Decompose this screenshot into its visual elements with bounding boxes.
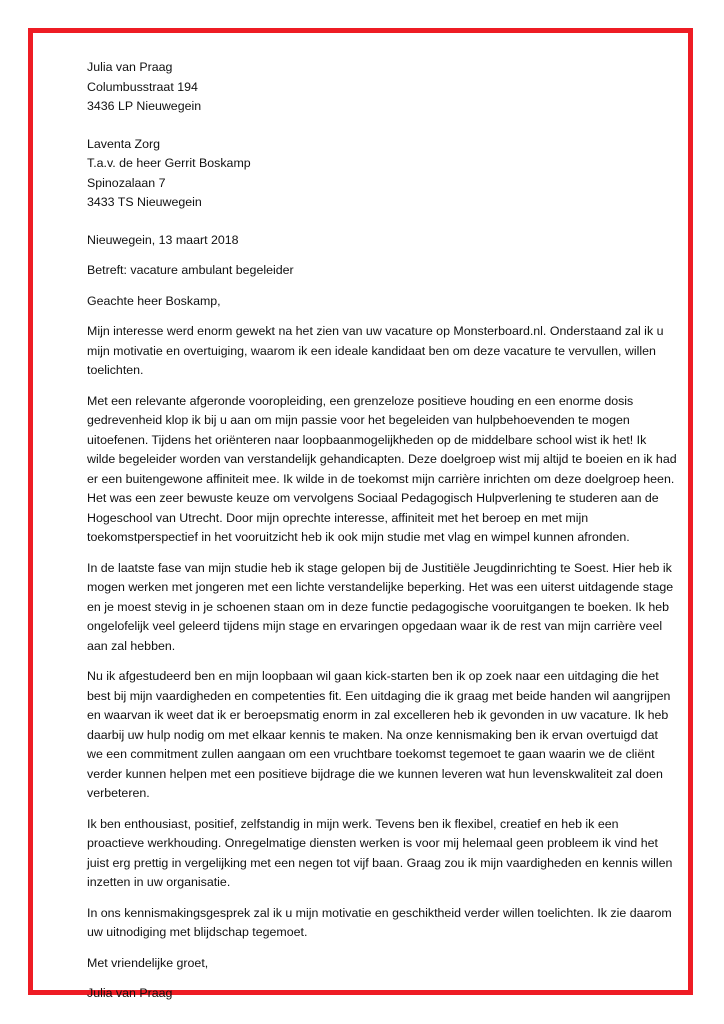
letter-salutation: Geachte heer Boskamp, [87,293,221,308]
letter [87,58,677,1015]
letter-subject: Betreft: vacature ambulant begeleider [87,263,294,277]
recipient-company: Laventa Zorg [87,136,161,151]
body-paragraph: In de laatste fase van mijn studie heb ik stage gelopen bij de Justitiële Jeugdinrichting te Soest. Hier heb ik mogen werken met jongeren met een lichte verstandelijke beperking. Het was een uiterst uitdagende stage en je moest stevig in je schoenen staan om in deze functie pedagogische vooruitgangen te boeken. Ik heb ongelofelijk veel geleerd tijdens mijn stage en ervaringen opgedaan waar ik de rest van mijn carrière veel aan zal hebben. [87,560,674,653]
body-paragraph: Mijn interesse werd enorm gewekt na het zien van uw vacature op Monsterboard.nl. Onderstaand zal ik u mijn motivatie en overtuiging, waarom ik een ideale kandidaat ben om deze vacature te vervullen, willen toelichten. [87,324,664,377]
sender-address [87,58,677,117]
recipient-address [87,135,677,213]
letter-signature: Julia van Praag [87,986,173,1000]
body-paragraph: Nu ik afgestudeerd ben en mijn loopbaan wil gaan kick-starten ben ik op zoek naar een uitdaging die het best bij mijn vaardigheden en competenties fit. Een uitdaging die ik graag met beide handen wil aangrijpen en waarvan ik weet dat ik er beroepsmatig enorm in zal excelleren heb ik gevonden in uw vacature. Ik heb daarbij uw hulp nodig om met elkaar kennis te maken. Na onze kennismaking ben ik ervan overtuigd dat we een commitment zullen aangaan om een vruchtbare toekomst tegemoet te gaan waarin we de cliënt verder kunnen helpen met een positieve bijdrage die we kunnen leveren wat hun levenskwaliteit zal doen verbeteren. [87,669,671,800]
recipient-street: Spinozalaan 7 [87,175,166,190]
sender-city: 3436 LP Nieuwegein [87,99,202,113]
sender-street: Columbusstraat 194 [87,79,198,94]
sender-name: Julia van Praag [87,60,173,74]
letter-closing: Met vriendelijke groet, [87,955,209,970]
letter-date: Nieuwegein, 13 maart 2018 [87,232,239,247]
body-paragraph: Ik ben enthousiast, positief, zelfstandig in mijn werk. Tevens ben ik flexibel, creatief en heb ik een proactieve werkhouding. Onregelmatige diensten werken is voor mij helemaal geen probleem ik vind het juist erg prettig in vergelijking met een negen tot vijf baan. Graag zou ik mijn vaardigheden en kennis willen inzetten in uw organisatie. [87,816,673,889]
body-paragraph: Met een relevante afgeronde vooropleiding, een grenzeloze positieve houding en een enorme dosis gedrevenheid klop ik bij u aan om mijn passie voor het begeleiden van hulpbehoevenden te mogen uitoefenen. Tijdens het oriënteren naar loopbaanmogelijkheden op de middelbare school wist ik het! Ik wilde begeleider worden van verstandelijk gehandicapten. Deze doelgroep wist mij altijd te boeien en ik had er een buitengewone affiniteit mee. Ik wilde in de toekomst mijn carrière inrichten om deze doelgroep heen. Het was een zeer bewuste keuze om vervolgens Sociaal Pedagogisch Hulpverlening te studeren aan de Hogeschool van Utrecht. Door mijn oprechte interesse, affiniteit met het beroep en met mijn toekomstperspectief in het vooruitzicht heb ik ook mijn studie met vlag en wimpel kunnen afronden. [87,393,677,544]
recipient-city: 3433 TS Nieuwegein [87,195,202,209]
body-paragraph: In ons kennismakingsgesprek zal ik u mijn motivatie en geschiktheid verder willen toelichten. Ik zie daarom uw uitnodiging met blijdschap tegemoet. [87,905,672,939]
recipient-attn: T.a.v. de heer Gerrit Boskamp [87,156,251,170]
